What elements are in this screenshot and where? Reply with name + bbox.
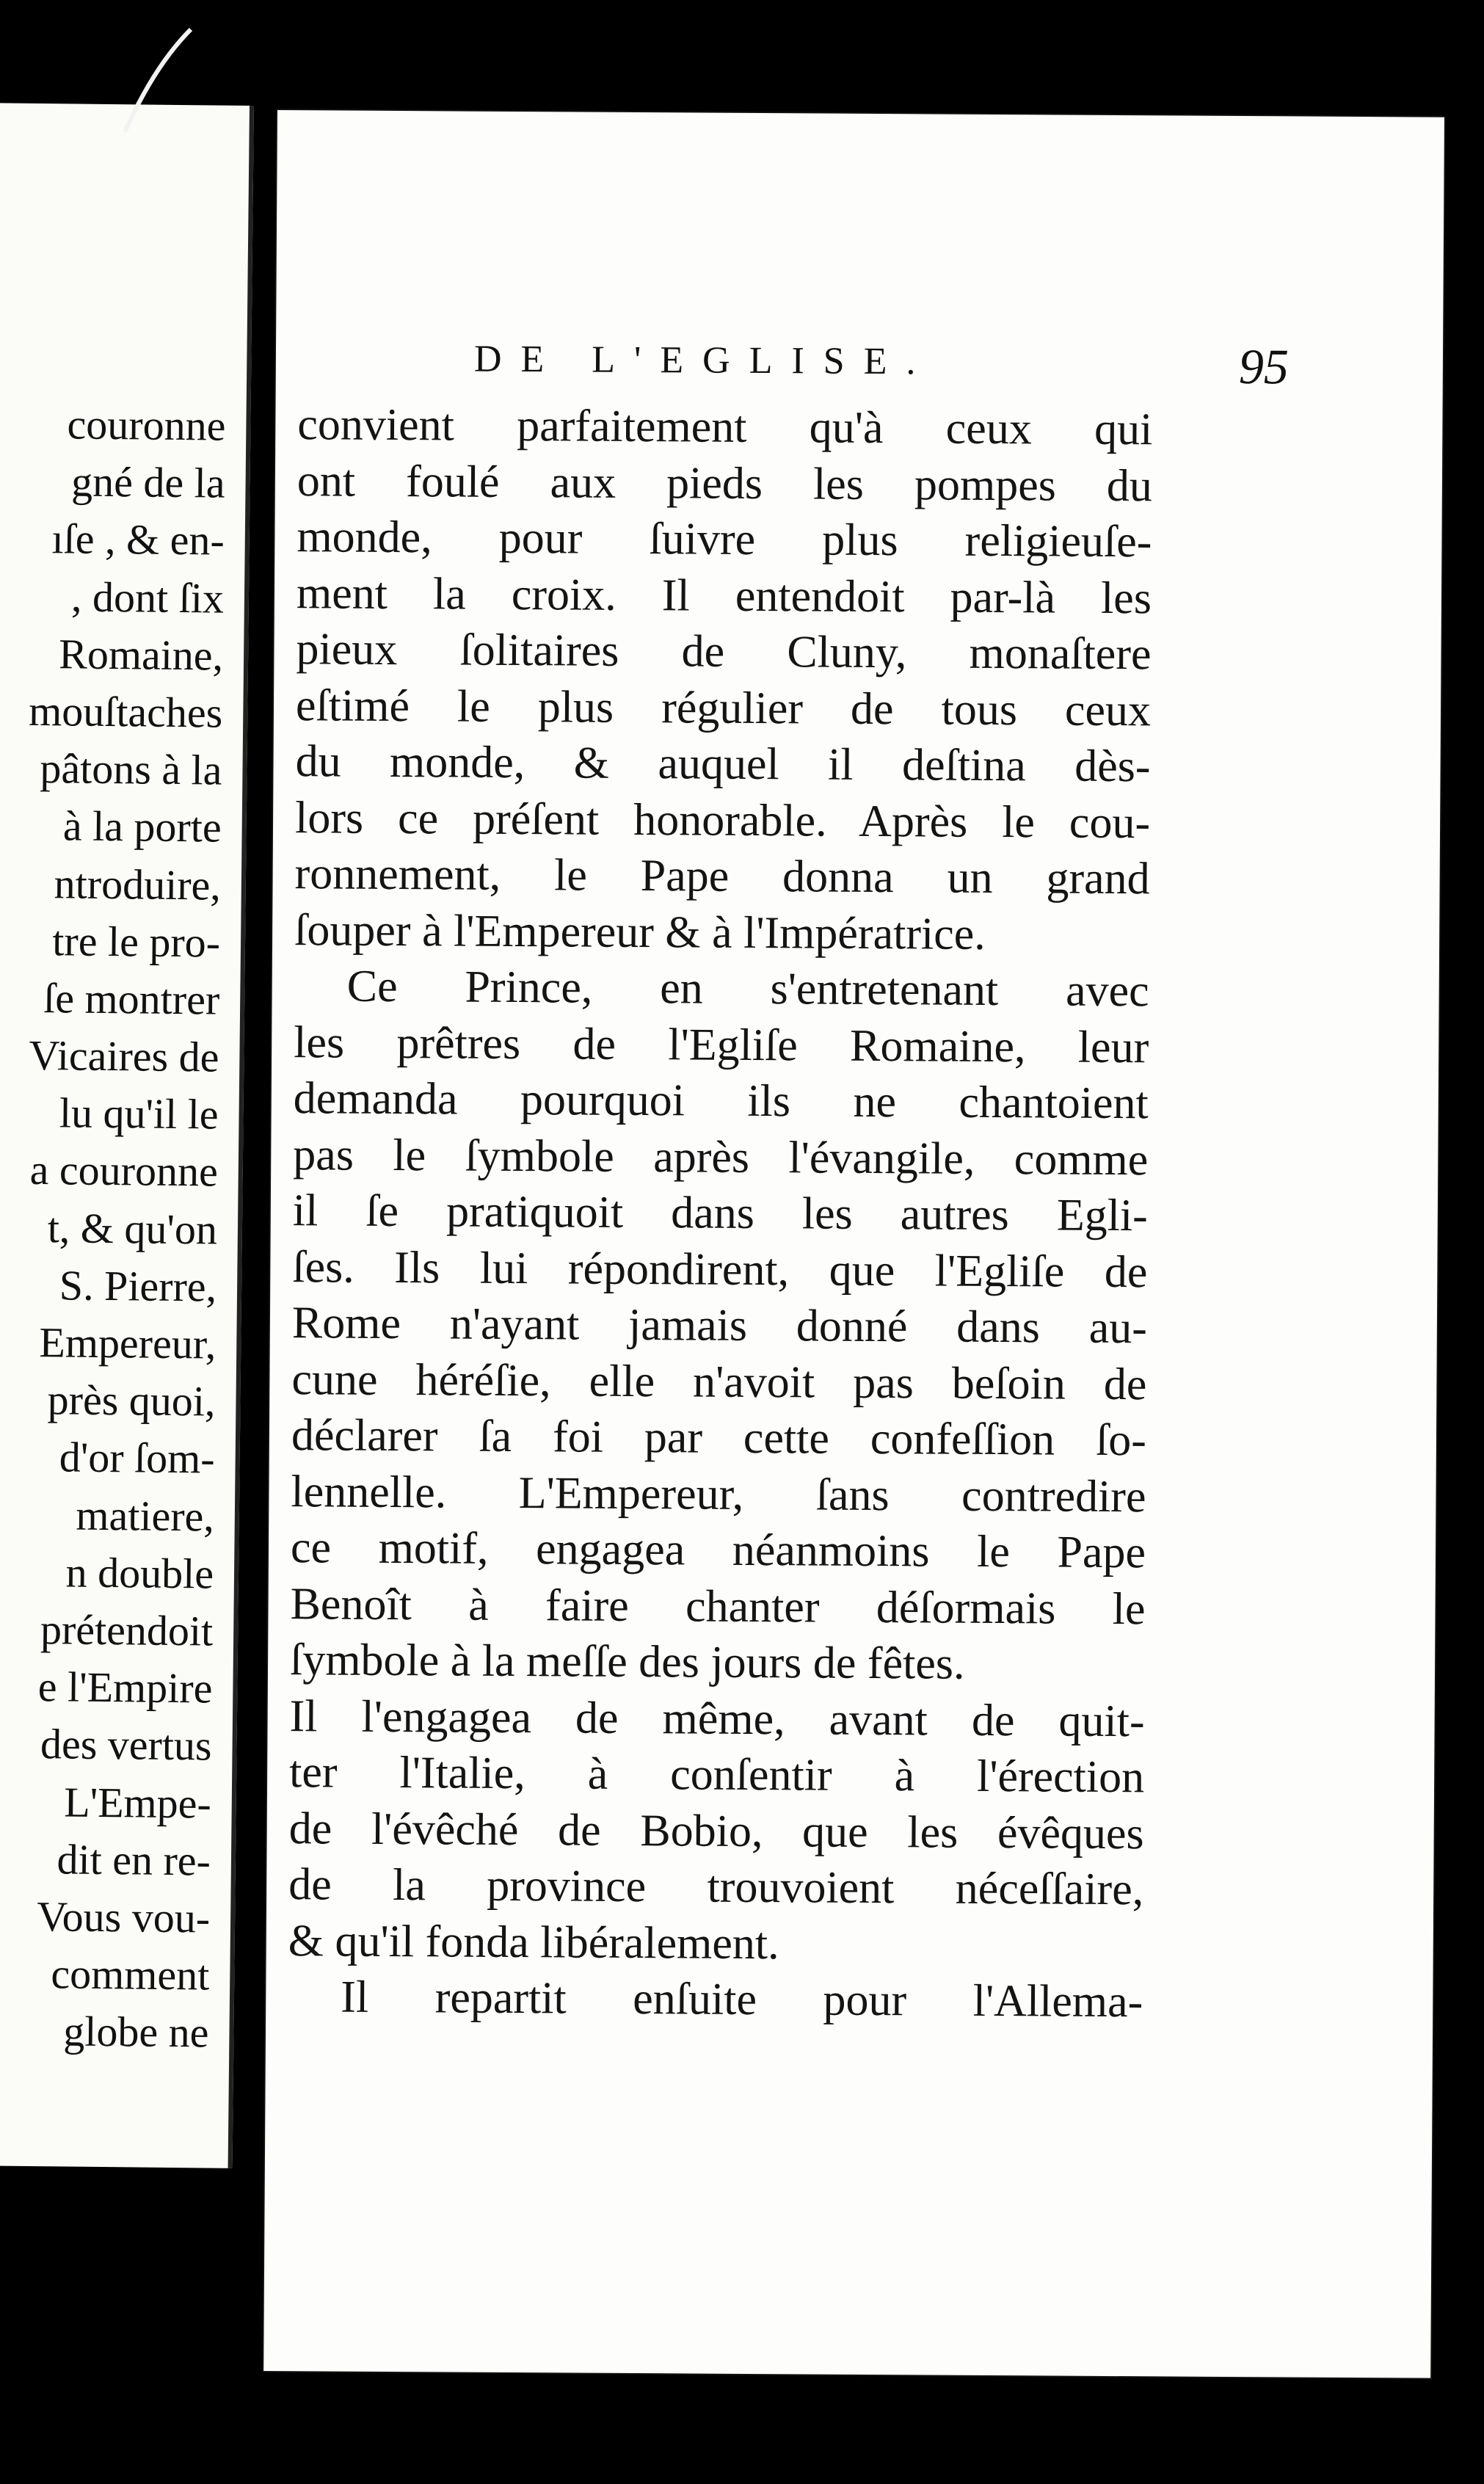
body-text	[288, 396, 1153, 2030]
previous-page-line: d'or ſom-	[59, 1433, 216, 1483]
previous-page-line: t, & qu'on	[47, 1203, 218, 1254]
previous-page-line: matiere,	[76, 1491, 215, 1541]
text-line: déclarer ſa foi par cette confeſſion ſo-	[291, 1410, 1147, 1466]
previous-page-fragment	[0, 103, 254, 2168]
page	[263, 110, 1444, 2378]
previous-page-line: Vous vou-	[36, 1892, 211, 1942]
previous-page-line: lu qu'il le	[59, 1089, 219, 1138]
text-line: ter l'Italie, à conſentir à l'érection	[288, 1747, 1145, 1803]
previous-page-line: gné de la	[70, 457, 225, 507]
text-line: du monde, & auquel il deſtina dès-	[295, 736, 1151, 792]
page-number: 95	[1238, 338, 1290, 395]
previous-page-line: Vicaires de	[29, 1031, 219, 1081]
text-line: ce motif, engagea néanmoins le Pape	[290, 1522, 1146, 1578]
previous-page-line: n double	[65, 1548, 214, 1598]
running-head-title: DE L'EGLISE.	[473, 338, 935, 383]
previous-page-line: S. Pierre,	[59, 1261, 217, 1311]
text-line: eſtimé le plus régulier de tous ceux	[295, 680, 1152, 736]
text-line: monde, pour ſuivre plus religieuſe-	[297, 512, 1152, 567]
text-line: ont foulé aux pieds les pompes du	[297, 455, 1153, 511]
previous-page-line: a couronne	[29, 1146, 219, 1196]
previous-page-line: des vertus	[40, 1720, 212, 1770]
previous-page-line: à la porte	[62, 802, 222, 851]
text-line: convient parfaitement qu'à ceux qui	[297, 399, 1153, 455]
previous-page-line: dit en re-	[57, 1835, 211, 1885]
text-line: ſes. Ils lui répondirent, que l'Egliſe de	[292, 1241, 1148, 1297]
text-line: lors ce préſent honorable. Après le cou-	[294, 792, 1151, 848]
previous-page-line: Romaine,	[58, 630, 224, 680]
text-line: de la province trouvoient néceſſaire,	[288, 1859, 1144, 1915]
previous-page-line: comment	[51, 1950, 210, 2000]
previous-page-line: pâtons à la	[40, 744, 222, 794]
previous-page-line: ntroduire,	[54, 859, 222, 909]
previous-page-line: tre le pro-	[52, 916, 221, 967]
text-line: & qu'il fonda libéralement.	[288, 1915, 779, 1969]
text-line: pieux ſolitaires de Cluny, monaſtere	[296, 624, 1152, 680]
pencil-mark	[110, 22, 198, 139]
previous-page-line: ſe montrer	[43, 973, 220, 1024]
previous-page-line: près quoi,	[47, 1376, 216, 1426]
running-head	[473, 338, 1290, 402]
previous-page-line: ıſe , & en-	[51, 515, 225, 565]
text-line: les prêtres de l'Egliſe Romaine, leur	[294, 1017, 1149, 1072]
previous-page-line: , dont ſix	[70, 573, 225, 622]
text-line: lennelle. L'Empereur, ſans contredire	[291, 1466, 1146, 1522]
previous-page-text	[0, 395, 226, 2062]
text-line: ronnement, le Pape donna un grand	[294, 849, 1150, 904]
text-line: ſymbole à la meſſe des jours de fêtes.	[289, 1635, 965, 1689]
previous-page-line: globe ne	[63, 2007, 209, 2057]
text-line: Il l'engagea de même, avant de quit-	[289, 1690, 1145, 1746]
previous-page-line: e l'Empire	[37, 1663, 213, 1713]
previous-page-line: couronne	[67, 400, 226, 450]
text-line: cune héréſie, elle n'avoit pas beſoin de	[291, 1354, 1147, 1409]
previous-page-line: Empereur,	[39, 1318, 217, 1368]
text-line: pas le ſymbole après l'évangile, comme	[293, 1129, 1149, 1185]
text-line: Rome n'ayant jamais donné dans au-	[291, 1298, 1148, 1354]
text-line: Benoît à faire chanter déſormais le	[290, 1578, 1146, 1634]
text-line: demanda pourquoi ils ne chantoient	[293, 1073, 1149, 1129]
text-line: il ſe pratiquoit dans les autres Egli-	[292, 1185, 1149, 1241]
text-line: Ce Prince, en s'entretenant avec	[346, 961, 1149, 1017]
previous-page-line: L'Empe-	[63, 1777, 212, 1828]
text-line: ſouper à l'Empereur & à l'Impératrice.	[294, 904, 986, 959]
previous-page-line: mouſtaches	[28, 686, 223, 737]
text-line: ment la croix. Il entendoit par-là les	[296, 567, 1152, 623]
text-line: Il repartit enſuite pour l'Allema-	[341, 1972, 1143, 2027]
previous-page-line: prétendoit	[40, 1605, 214, 1655]
text-line: de l'évêché de Bobio, que les évêques	[288, 1803, 1144, 1859]
